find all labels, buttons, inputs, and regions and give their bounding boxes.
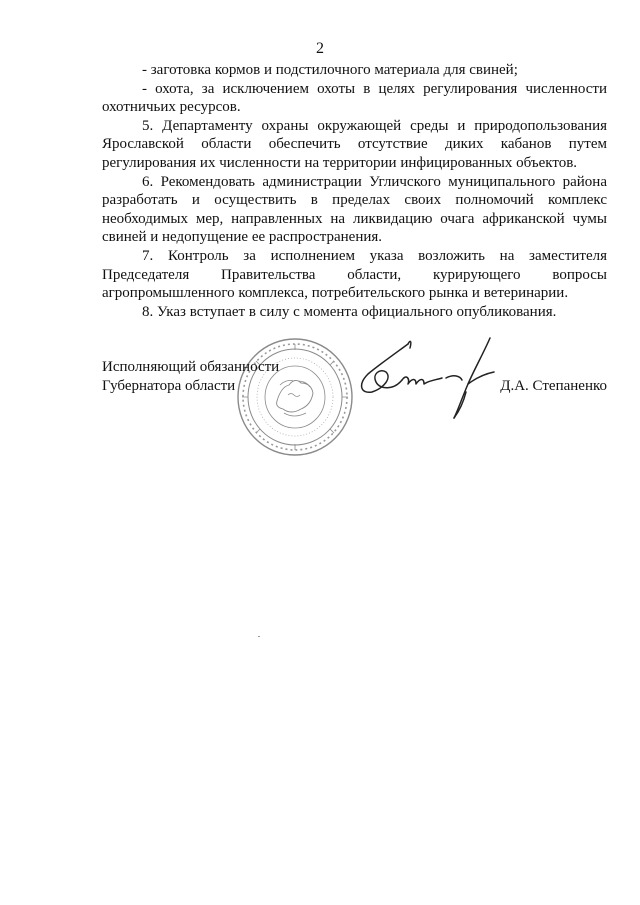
- scan-speck: [258, 636, 260, 637]
- paragraph-feed-procurement: - заготовка кормов и подстилочного материала для свиней;: [142, 62, 518, 78]
- signer-title-line-2: Губернатора области: [102, 378, 236, 394]
- signer-title-line-1: Исполняющий обязанности: [102, 359, 280, 375]
- signer-name: Д.А. Степаненко: [500, 378, 607, 394]
- page-number: 2: [316, 40, 324, 57]
- paragraph-item-8: 8. Указ вступает в силу с момента официального опубликования.: [142, 303, 557, 320]
- handwritten-signature-icon: [350, 330, 510, 425]
- document-body: [102, 61, 607, 321]
- paragraph-hunting: - охота, за исключением охоты в целях регулирования численности охотничьих ресурсов.: [102, 80, 607, 116]
- paragraph-item-6: 6. Рекомендовать администрации Угличского муниципального района разработать и осуществить в пределах своих полномочий комплекс необходимых мер, направленных на ликвидацию очага африканской чумы свиней и недопущение ее распространения.: [102, 173, 607, 246]
- official-seal-icon: [236, 337, 354, 457]
- paragraph-item-7: 7. Контроль за исполнением указа возложить на заместителя Председателя Правительства области, курирующего вопросы агропромышленного комплекса, потребительского рынка и ветеринарии.: [102, 247, 607, 302]
- paragraph-item-5: 5. Департаменту охраны окружающей среды и природопользования Ярославской области обеспечить отсутствие диких кабанов путем регулирования их численности на территории инфицированных объектов.: [102, 117, 607, 171]
